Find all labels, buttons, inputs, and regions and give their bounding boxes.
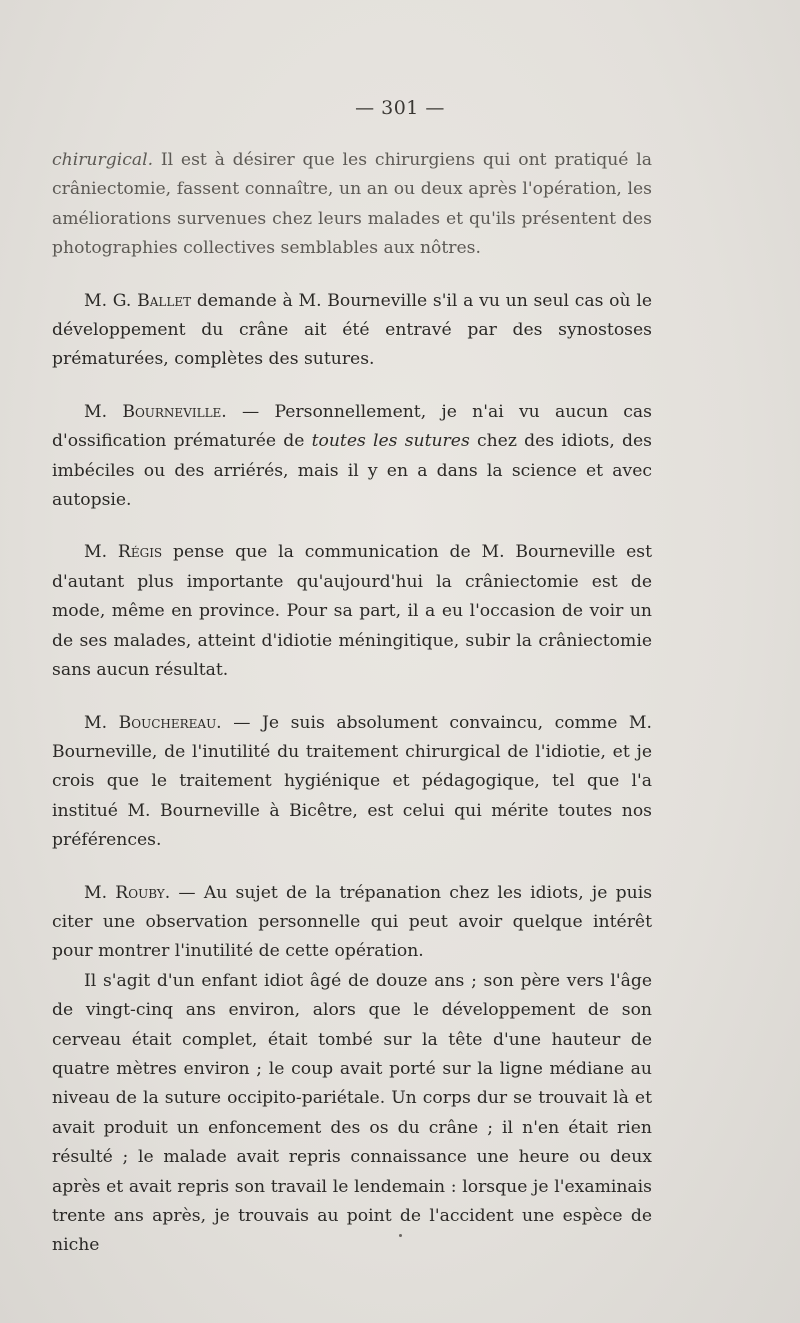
paragraph-bourneville [52, 398, 652, 516]
paragraph-ballet [52, 287, 652, 375]
paper-speck [399, 1234, 402, 1237]
paragraph-regis [52, 538, 652, 685]
paragraph-rouby [52, 879, 652, 967]
paragraph-text: — Je suis absolument convaincu, comme M. Bourneville, de l'inutilité du traitement chirurgical de l'idiotie, et je crois que le traitement hygiénique et pédagogique, tel que l'a institué M. Bourneville à Bicêtre, est celui qui mérite toutes nos préférences. [52, 712, 652, 851]
speaker-name: Bouchereau. [118, 712, 222, 733]
italic-lead: chirurgical. [52, 150, 154, 170]
paragraph-continuation [52, 146, 652, 264]
speaker-prefix: M. G. [84, 290, 132, 311]
speaker-prefix: M. [84, 712, 108, 733]
paragraph-text: — Personnellement, je n'ai vu aucun cas d'ossification prématurée de [52, 401, 652, 452]
speaker-name: Régis [117, 542, 163, 563]
italic-phrase: toutes les sutures [311, 431, 470, 452]
speaker-prefix: M. [84, 542, 108, 563]
speaker-name: Ballet [137, 290, 192, 311]
speaker-name: Bourneville. [122, 401, 227, 422]
speaker-prefix: M. [84, 882, 108, 903]
speaker-name: Rouby. [115, 882, 171, 903]
paragraph-bouchereau [52, 709, 652, 856]
paragraph-case-report: Il s'agit d'un enfant idiot âgé de douze ans ; son père vers l'âge de vingt-cinq ans environ, alors que le développement de son cerveau était complet, était tombé sur la tête d'une hauteur de quatre mètres environ ; le coup avait porté sur la ligne médiane au niveau de la suture occipito-pariétale. Un corps dur se trouvait là et avait produit un enfoncement des os du crâne ; il n'en était rien résulté ; le malade avait repris connaissance une heure ou deux après et avait repris son travail le lendemain : lorsque je l'examinais trente ans après, je trouvais au point de l'accident une espèce de niche [52, 970, 652, 1256]
paragraph-text: — Au sujet de la trépanation chez les idiots, je puis citer une observation personnelle qui peut avoir quelque intérêt pour montrer l'inutilité de cette opération. [52, 882, 653, 962]
page-body [52, 146, 652, 1261]
page-number: — 301 — [355, 97, 445, 119]
paragraph-text: Il est à désirer que les chirurgiens qui ont pratiqué la crâniectomie, fassent connaître, un an ou deux après l'opération, les améliorations survenues chez leurs malades et qu'ils présentent des photographies collectives semblables aux nôtres. [52, 150, 652, 259]
paragraph-text: demande à M. Bourneville s'il a vu un seul cas où le développement du crâne ait été entravé par des synostoses prématurées, complètes des sutures. [52, 290, 652, 370]
paragraph-text: pense que la communication de M. Bourneville est d'autant plus importante qu'aujourd'hui la crâniectomie est de mode, même en province. Pour sa part, il a eu l'occasion de voir un de ses malades, atteint d'idiotie méningitique, subir la crâniectomie sans aucun résultat. [52, 542, 652, 681]
speaker-prefix: M. [84, 401, 108, 422]
paragraph-text: chez des idiots, des imbéciles ou des arriérés, mais il y en a dans la science et avec autopsie. [52, 431, 652, 511]
